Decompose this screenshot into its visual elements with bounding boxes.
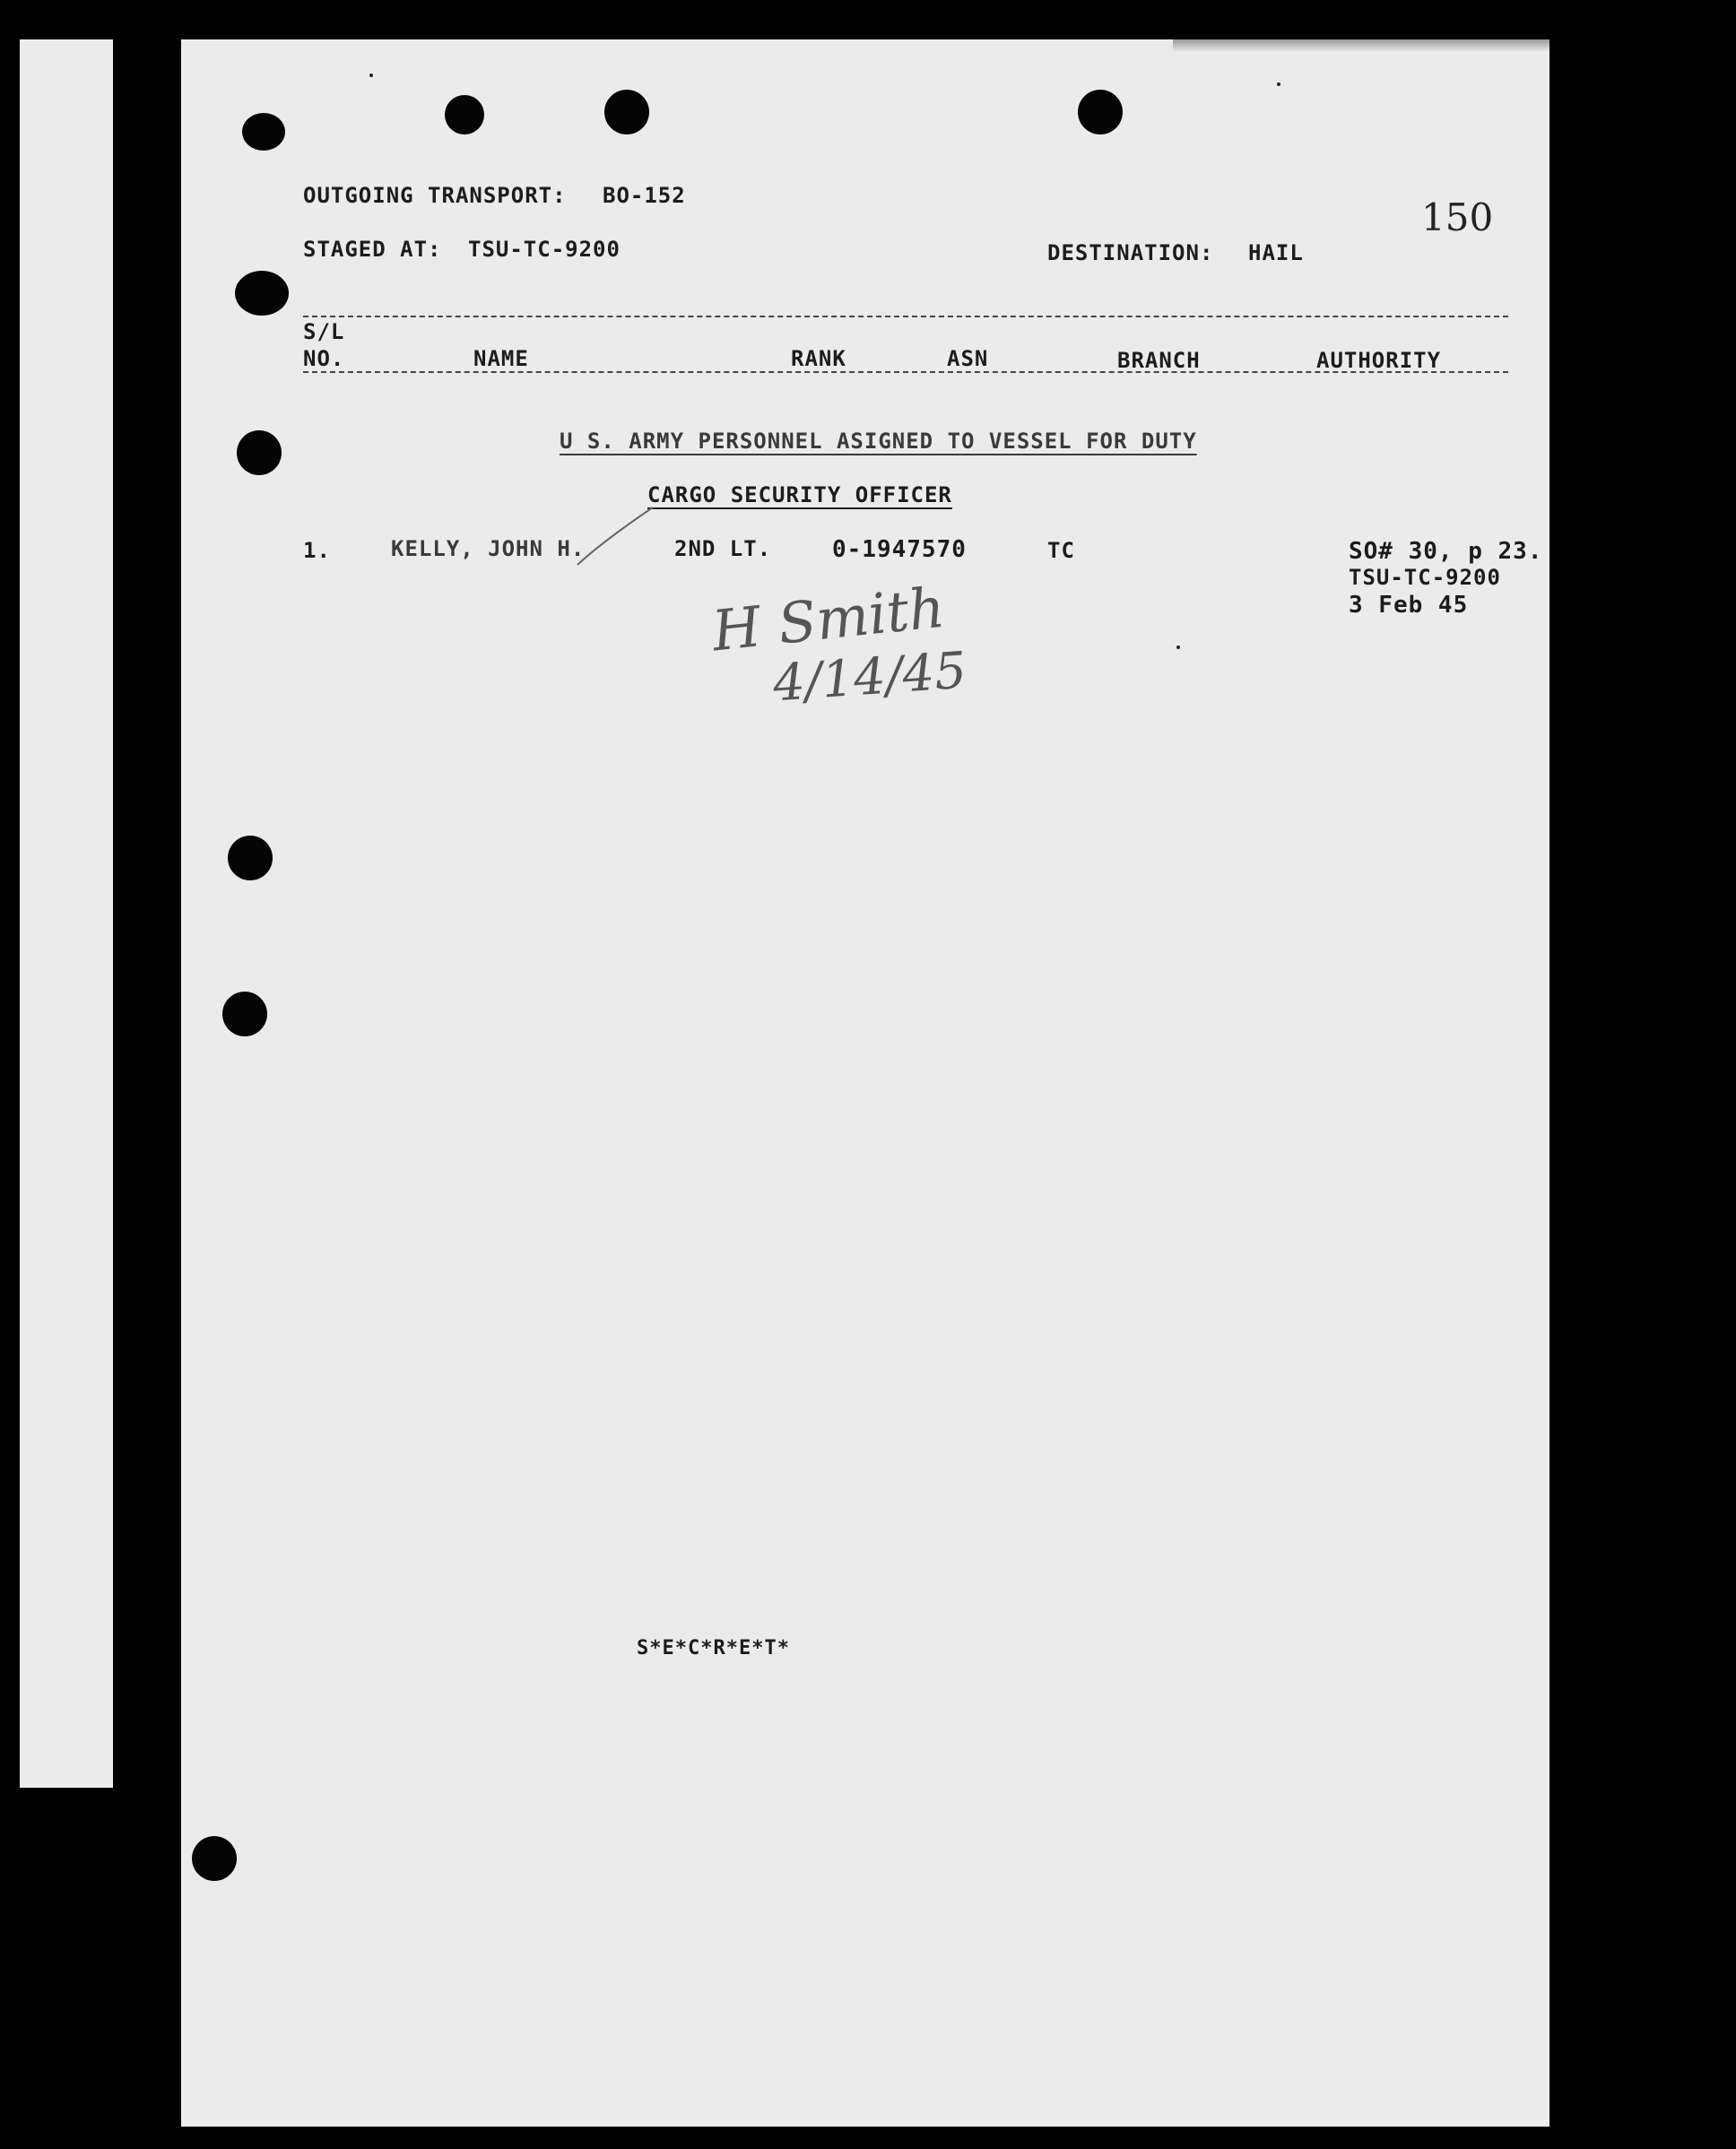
row-authority-line2: TSU-TC-9200 — [1349, 565, 1501, 590]
row-asn: 0-1947570 — [832, 536, 967, 563]
column-authority: AUTHORITY — [1316, 348, 1442, 373]
punch-hole — [228, 836, 273, 880]
row-authority-line1: SO# 30, p 23. — [1349, 538, 1543, 565]
page-edge-shadow — [1173, 39, 1549, 52]
row-number: 1. — [303, 538, 331, 563]
backing-strip — [20, 39, 113, 1788]
punch-hole — [242, 113, 285, 151]
paper-speck — [369, 74, 373, 77]
section-title: U S. ARMY PERSONNEL ASIGNED TO VESSEL FOR DUTY — [560, 429, 1197, 454]
transport-value: BO-152 — [603, 183, 686, 208]
destination-label: DESTINATION: — [1047, 240, 1214, 265]
row-authority-line3: 3 Feb 45 — [1349, 592, 1469, 619]
transport-label: OUTGOING TRANSPORT: — [303, 183, 567, 208]
column-branch: BRANCH — [1117, 348, 1201, 373]
staged-value: TSU-TC-9200 — [468, 237, 621, 262]
column-sl-line1: S/L — [303, 319, 345, 344]
staged-label: STAGED AT: — [303, 237, 442, 262]
handwritten-date: 4/14/45 — [770, 641, 968, 714]
punch-hole — [445, 95, 484, 134]
destination-value: HAIL — [1248, 240, 1304, 265]
punch-hole — [192, 1836, 237, 1881]
document-page — [181, 39, 1549, 2127]
row-name: KELLY, JOHN H. — [391, 536, 586, 561]
column-sl-line2: NO. — [303, 346, 345, 371]
pencil-check-mark — [576, 506, 656, 568]
punch-hole — [222, 992, 267, 1036]
header-rule-top — [303, 316, 1508, 317]
column-asn: ASN — [947, 346, 989, 371]
row-branch: TC — [1047, 538, 1075, 563]
paper-speck — [1277, 82, 1280, 86]
handwritten-signature: H Smith — [708, 574, 948, 664]
punch-hole — [235, 271, 289, 316]
paper-speck — [1176, 646, 1180, 649]
column-name: NAME — [473, 346, 529, 371]
punch-hole — [604, 90, 649, 134]
punch-hole — [1078, 90, 1123, 134]
page-number: 150 — [1421, 195, 1494, 239]
subsection-title: CARGO SECURITY OFFICER — [647, 482, 952, 507]
column-rank: RANK — [791, 346, 846, 371]
punch-hole — [237, 430, 282, 475]
row-rank: 2ND LT. — [674, 536, 772, 561]
classification-footer: S*E*C*R*E*T* — [637, 1637, 790, 1659]
